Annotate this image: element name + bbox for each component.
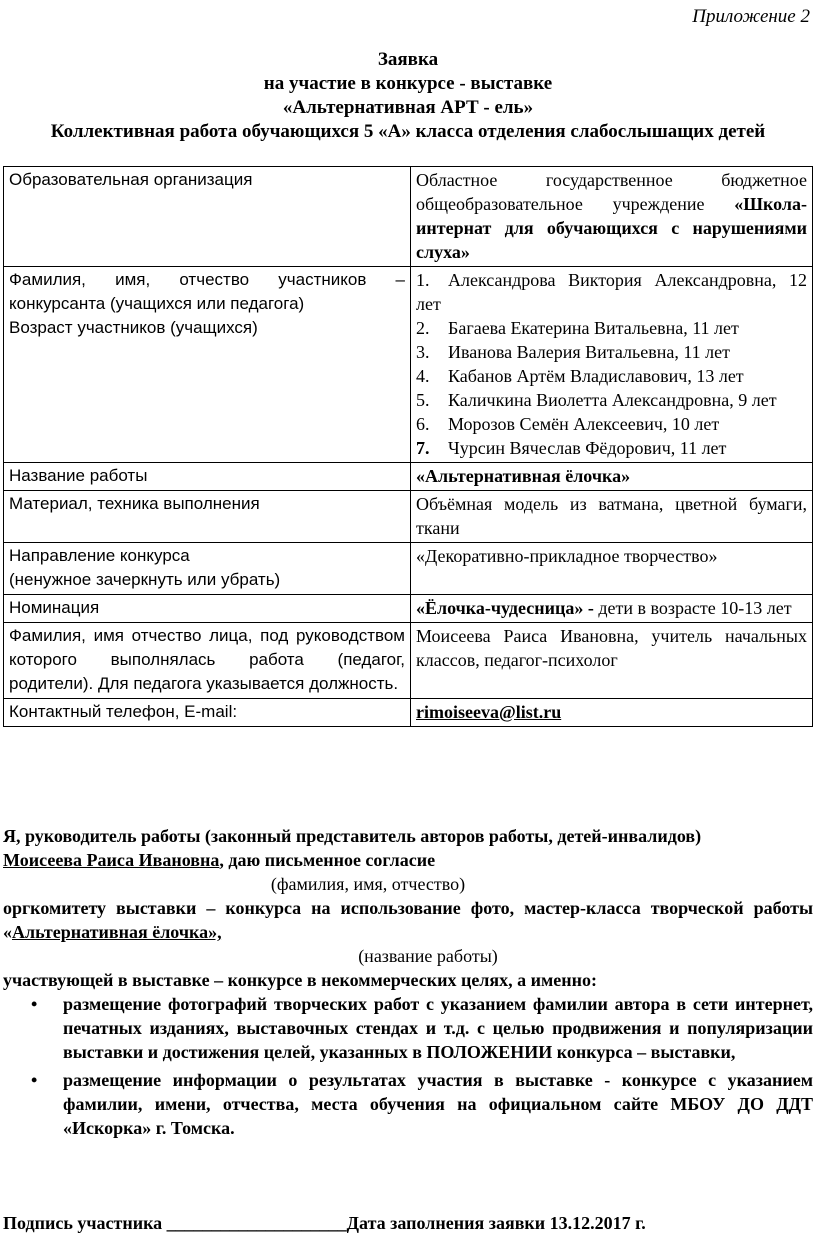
org-value-bold: «Школа-интернат для обучающихся с нарушениями слуха» xyxy=(416,194,808,262)
leader-name: Моисеева Раиса Ивановна xyxy=(3,850,220,870)
contact-label: Контактный телефон, E-mail: xyxy=(4,699,411,727)
title-line-1: Заявка xyxy=(377,49,439,70)
fill-date: Дата заполнения заявки 13.12.2017 г. xyxy=(346,1213,646,1233)
appendix-label: Приложение 2 xyxy=(692,6,810,27)
title-line-4: Коллективная работа обучающихся 5 «А» класса отделения слабослышащих детей xyxy=(50,121,766,142)
contact-email-link[interactable]: rimoiseeva@list.ru xyxy=(411,699,813,727)
direction-label: Направление конкурса (ненужное зачеркнуть или убрать) xyxy=(4,543,411,595)
direction-value: «Декоративно-прикладное творчество» xyxy=(411,543,813,595)
bullet-icon: • xyxy=(31,994,38,1014)
leader-label: Фамилия, имя отчество лица, под руководством которого выполнялась работа (педагог, родители). Для педагога указывается должность. xyxy=(4,623,411,699)
participants-value xyxy=(411,267,813,463)
footer-signature-row xyxy=(3,1213,813,1234)
leader-value: Моисеева Раиса Ивановна, учитель начальных классов, педагог-психолог xyxy=(411,623,813,699)
participant-item: 4. Кабанов Артём Владиславович, 13 лет xyxy=(416,366,744,386)
org-label: Образовательная организация xyxy=(4,167,411,267)
row-participants xyxy=(4,267,813,463)
consent-line-3: оргкомитету выставки – конкурса на использование фото, мастер-класса творческой работы «Альтернативная ёлочка», xyxy=(3,898,813,942)
row-material xyxy=(4,491,813,543)
participant-item: 1. Александрова Виктория Александровна, 12 лет xyxy=(416,270,807,314)
row-leader xyxy=(4,623,813,699)
work-name-value: «Альтернативная ёлочка» xyxy=(411,463,813,491)
row-direction xyxy=(4,543,813,595)
bullet-icon: • xyxy=(31,1070,38,1090)
nomination-value-normal: дети в возрасте 10-13 лет xyxy=(593,598,792,618)
consent-work-name: Альтернативная ёлочка», xyxy=(12,922,222,942)
material-value: Объёмная модель из ватмана, цветной бумаги, ткани xyxy=(411,491,813,543)
participant-item: 6. Морозов Семён Алексеевич, 10 лет xyxy=(416,414,720,434)
consent-bullet-item: • размещение фотографий творческих работ с указанием фамилии автора в сети интернет, печатных изданиях, выставочных стендах и т.д. с целью продвижения и популяризации выставки и достижения целей, указанных в ПОЛОЖЕНИИ конкурса – выставки, xyxy=(31,994,813,1062)
signature-line: ____________________ xyxy=(166,1213,347,1233)
participant-item: 2. Багаева Екатерина Витальевна, 11 лет xyxy=(416,318,739,338)
nomination-value xyxy=(411,595,813,623)
application-form-table xyxy=(3,166,813,727)
consent-after-name: , даю письменное согласие xyxy=(219,850,436,870)
consent-bullet-item: • размещение информации о результатах участия в выставке - конкурсе с указанием фамилии, имени, отчества, места обучения на официальном сайте МБОУ ДО ДДТ «Искорка» г. Томска. xyxy=(31,1070,813,1138)
consent-line-1: Я, руководитель работы (законный представитель авторов работы, детей-инвалидов) xyxy=(3,826,702,846)
material-label: Материал, техника выполнения xyxy=(4,491,411,543)
row-contact xyxy=(4,699,813,727)
signature-label: Подпись участника xyxy=(3,1213,167,1233)
row-work-name xyxy=(4,463,813,491)
participants-list xyxy=(416,268,807,460)
application-title-block xyxy=(0,48,816,144)
nomination-value-bold: «Ёлочка-чудесница» - xyxy=(416,598,594,618)
consent-line-5: участвующей в выставке – конкурсе в некоммерческих целях, а именно: xyxy=(3,970,597,990)
title-line-3: «Альтернативная АРТ - ель» xyxy=(282,97,534,118)
participant-item: 5. Каличкина Виолетта Александровна, 9 лет xyxy=(416,390,777,410)
row-nomination xyxy=(4,595,813,623)
participants-label xyxy=(4,267,411,463)
row-organization xyxy=(4,167,813,267)
participant-item: 7. Чурсин Вячеслав Фёдорович, 11 лет xyxy=(416,438,727,458)
work-note: (название работы) xyxy=(358,946,498,966)
participant-item: 3. Иванова Валерия Витальевна, 11 лет xyxy=(416,342,731,362)
nomination-label: Номинация xyxy=(4,595,411,623)
name-note: (фамилия, имя, отчество) xyxy=(270,874,466,894)
consent-line-2 xyxy=(3,848,813,872)
participants-label-age: Возраст участников (учащихся) xyxy=(9,318,258,337)
consent-bullet-list xyxy=(3,992,813,1140)
org-value xyxy=(411,167,813,267)
title-line-2: на участие в конкурсе - выставке xyxy=(263,73,553,94)
org-value-normal: Областное государственное бюджетное общеобразовательное учреждение xyxy=(416,170,807,214)
consent-section xyxy=(3,824,813,1144)
work-name-label: Название работы xyxy=(4,463,411,491)
participants-label-names: Фамилия, имя, отчество участников – конкурсанта (учащихся или педагога) xyxy=(9,270,405,313)
